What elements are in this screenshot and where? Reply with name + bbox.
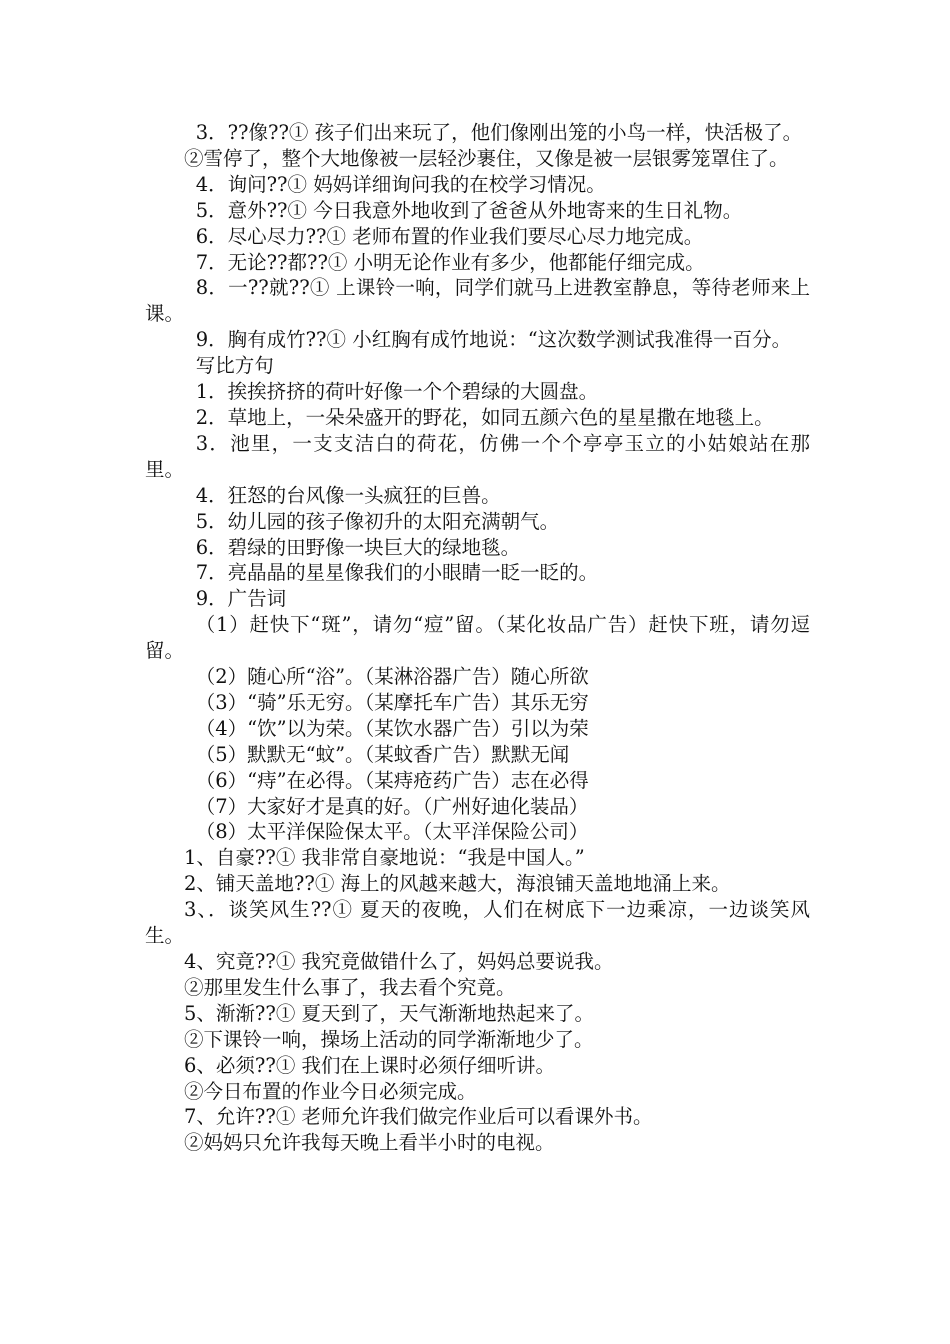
paragraph: 6．碧绿的田野像一块巨大的绿地毯。 — [195, 535, 521, 559]
paragraph: 4．询问??① 妈妈详细询问我的在校学习情况。 — [195, 172, 606, 196]
paragraph: 6．尽心尽力??① 老师布置的作业我们要尽心尽力地完成。 — [195, 224, 704, 248]
paragraph: （5）默默无“蚊”。（某蚊香广告）默默无闻 — [195, 742, 570, 766]
paragraph: 7．亮晶晶的星星像我们的小眼睛一眨一眨的。 — [195, 561, 599, 585]
paragraph: （1）赶快下“斑”，请勿“痘”留。（某化妆品广告）赶快下班，请勿逗留。 — [145, 613, 810, 663]
paragraph: ②下课铃一响，操场上活动的同学渐渐地少了。 — [184, 1027, 594, 1051]
paragraph: 5、渐渐??① 夏天到了，天气渐渐地热起来了。 — [184, 1001, 595, 1025]
paragraph: （8）太平洋保险保太平。（太平洋保险公司） — [195, 820, 589, 844]
document-body — [145, 120, 810, 1156]
paragraph: （2）随心所“浴”。（某淋浴器广告）随心所欲 — [195, 665, 589, 689]
paragraph: 4、究竟??① 我究竟做错什么了，妈妈总要说我。 — [184, 950, 614, 973]
paragraph: 8．一??就??① 上课铃一响，同学们就马上进教室静息，等待老师来上课。 — [145, 276, 810, 326]
paragraph: 3．池里，一支支洁白的荷花，仿佛一个个亭亭玉立的小姑娘站在那里。 — [145, 431, 810, 481]
paragraph: （6）“痔”在必得。（某痔疮药广告）志在必得 — [195, 768, 589, 792]
paragraph: 6、必须??① 我们在上课时必须仔细听讲。 — [184, 1053, 556, 1077]
section-heading: 写比方句 — [195, 354, 274, 378]
paragraph: ②妈妈只允许我每天晚上看半小时的电视。 — [184, 1131, 555, 1155]
paragraph: 2．草地上，一朵朵盛开的野花，如同五颜六色的星星撒在地毯上。 — [195, 405, 774, 429]
paragraph: 3．??像??① 孩子们出来玩了，他们像刚出笼的小鸟一样，快活极了。 — [195, 121, 803, 144]
paragraph: （7）大家好才是真的好。（广州好迪化装品） — [195, 794, 589, 818]
paragraph: 1、自豪??① 我非常自豪地说：“我是中国人。” — [184, 846, 585, 870]
paragraph: 5．幼儿园的孩子像初升的太阳充满朝气。 — [195, 509, 560, 533]
paragraph: ②今日布置的作业今日必须完成。 — [184, 1079, 477, 1103]
paragraph: 3、．谈笑风生??① 夏天的夜晚，人们在树底下一边乘凉，一边谈笑风生。 — [145, 898, 810, 948]
paragraph: 1．挨挨挤挤的荷叶好像一个个碧绿的大圆盘。 — [195, 380, 599, 404]
paragraph: ②那里发生什么事了，我去看个究竟。 — [184, 975, 516, 999]
paragraph: 2、铺天盖地??① 海上的风越来越大，海浪铺天盖地地涌上来。 — [184, 872, 731, 896]
section-heading: 9．广告词 — [195, 587, 287, 611]
paragraph: 7、允许??① 老师允许我们做完作业后可以看课外书。 — [184, 1105, 653, 1129]
paragraph: 9．胸有成竹??① 小红胸有成竹地说：“这次数学测试我准得一百分。 — [195, 328, 792, 352]
paragraph: 4．狂怒的台风像一头疯狂的巨兽。 — [195, 483, 501, 507]
paragraph: （4）“饮”以为荣。（某饮水器广告）引以为荣 — [195, 716, 589, 740]
paragraph: （3）“骑”乐无穷。（某摩托车广告）其乐无穷 — [195, 690, 589, 714]
paragraph: ②雪停了，整个大地像被一层轻沙裹住，又像是被一层银雾笼罩住了。 — [184, 146, 789, 170]
paragraph: 7．无论??都??① 小明无论作业有多少，他都能仔细完成。 — [195, 250, 705, 274]
paragraph: 5．意外??① 今日我意外地收到了爸爸从外地寄来的生日礼物。 — [195, 198, 743, 222]
